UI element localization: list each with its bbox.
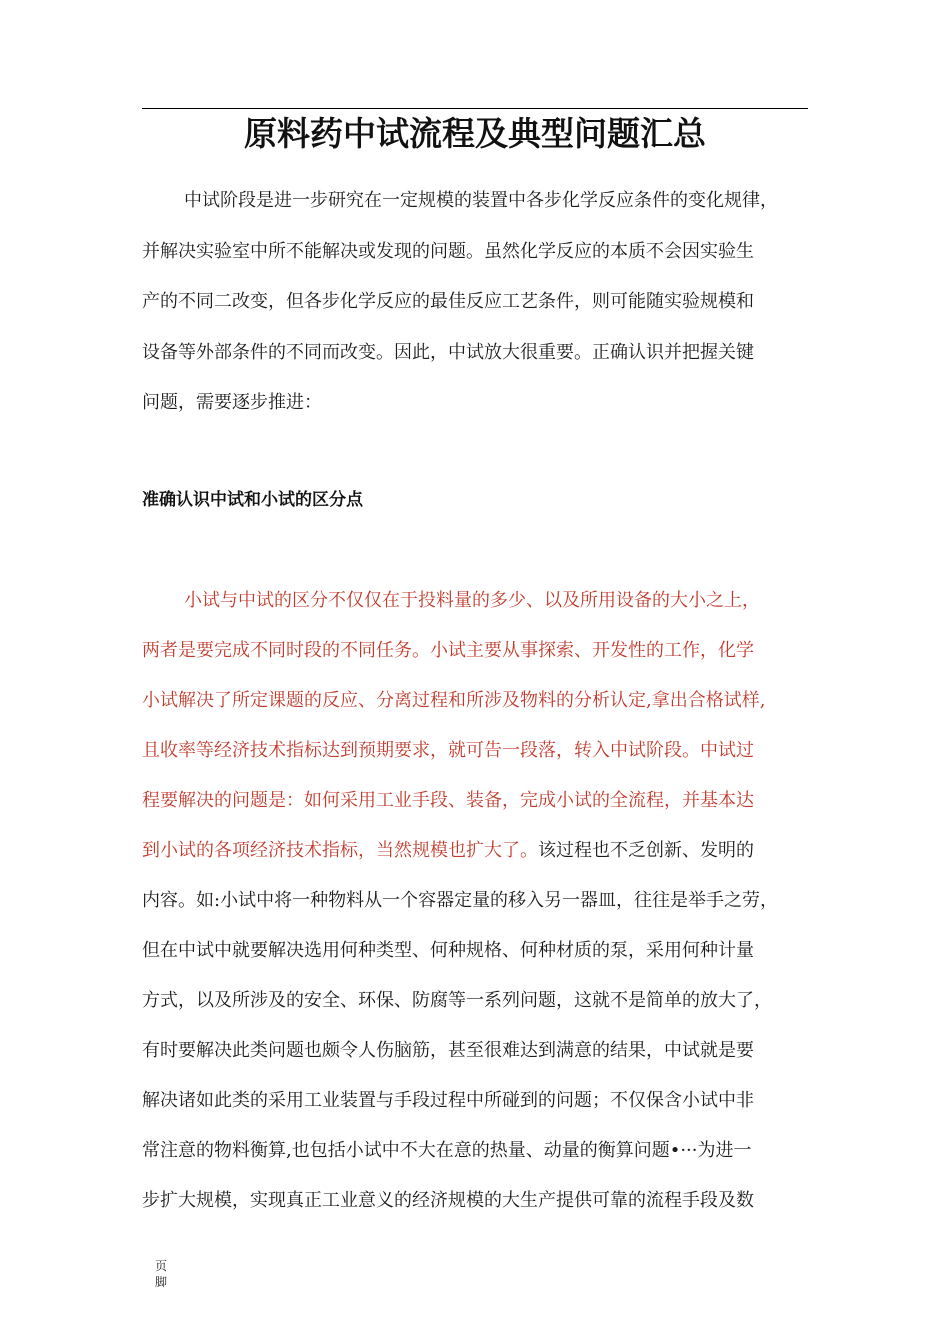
body-line: 小试与中试的区分不仅仅在于投料量的多少、以及所用设备的大小之上， (184, 590, 760, 611)
intro-line: 并解决实验室中所不能解决或发现的问题。虽然化学反应的本质不会因实验生 (142, 241, 754, 262)
body-line: 程要解决的问题是：如何采用工业手段、装备，完成小试的全流程，并基本达 (142, 790, 754, 811)
body-line: 两者是要完成不同时段的不同任务。小试主要从事探索、开发性的工作，化学 (142, 640, 754, 661)
body-line-mixed (142, 837, 812, 865)
body-line: 但在中试中就要解决选用何种类型、何种规格、何种材质的泵，采用何种计量 (142, 940, 754, 961)
intro-line: 问题，需要逐步推进： (142, 392, 322, 413)
page-footer (155, 1258, 173, 1290)
intro-line: 中试阶段是进一步研究在一定规模的装置中各步化学反应条件的变化规律， (184, 190, 778, 211)
body-line: 有时要解决此类问题也颇令人伤脑筋，甚至很难达到满意的结果，中试就是要 (142, 1040, 754, 1061)
body-line: 内容。如:小试中将一种物料从一个容器定量的移入另一器皿，往往是举手之劳， (142, 890, 779, 911)
body-line-black-part: 该过程也不乏创新、发明的 (538, 840, 754, 861)
intro-line: 产的不同二改变，但各步化学反应的最佳反应工艺条件，则可能随实验规模和 (142, 291, 754, 312)
body-line: 且收率等经济技术指标达到预期要求，就可告一段落，转入中试阶段。中试过 (142, 740, 754, 761)
body-line: 解决诸如此类的采用工业装置与手段过程中所碰到的问题；不仅保含小试中非 (142, 1090, 754, 1111)
footer-char: 脚 (155, 1275, 168, 1289)
body-line: 方式，以及所涉及的安全、环保、防腐等一系列问题，这就不是简单的放大了， (142, 990, 772, 1011)
body-line: 步扩大规模，实现真正工业意义的经济规模的大生产提供可靠的流程手段及数 (142, 1190, 754, 1211)
section-heading: 准确认识中试和小试的区分点 (142, 490, 363, 510)
header-rule (142, 108, 808, 109)
document-title: 原料药中试流程及典型问题汇总 (244, 114, 706, 153)
footer-char: 页 (155, 1259, 168, 1273)
intro-line: 设备等外部条件的不同而改变。因此，中试放大很重要。正确认识并把握关键 (142, 342, 754, 363)
body-line: 常注意的物料衡算,也包括小试中不大在意的热量、动量的衡算问题•···为进一 (142, 1140, 752, 1161)
body-line-red-part: 到小试的各项经济技术指标，当然规模也扩大了。 (142, 840, 538, 861)
body-line: 小试解决了所定课题的反应、分离过程和所涉及物料的分析认定,拿出合格试样, (142, 690, 766, 711)
